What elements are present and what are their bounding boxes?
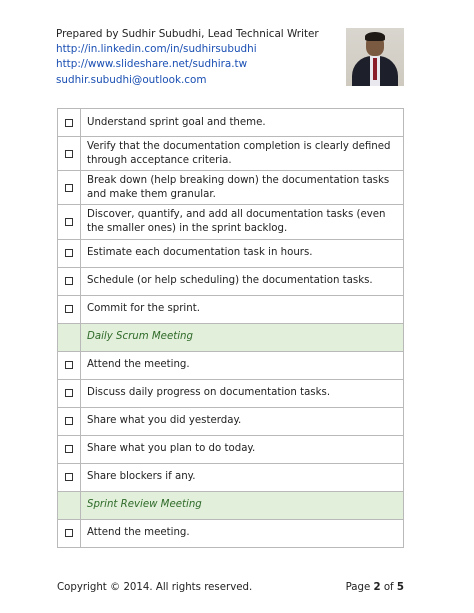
checkbox-cell — [58, 435, 81, 463]
checkbox[interactable] — [65, 445, 73, 453]
checkbox-cell — [58, 323, 81, 351]
page-number — [346, 582, 404, 593]
prepared-by-text: Prepared by Sudhir Subudhi, Lead Technical Writer — [56, 28, 319, 40]
checklist-item-text: Understand sprint goal and theme. — [81, 109, 404, 137]
photo-hair — [365, 32, 385, 41]
checklist-item-text: Attend the meeting. — [81, 519, 404, 547]
checkbox-cell — [58, 519, 81, 547]
checkbox-cell — [58, 463, 81, 491]
checklist-row — [58, 519, 404, 547]
section-title: Sprint Review Meeting — [81, 491, 404, 519]
checkbox-cell — [58, 379, 81, 407]
checkbox-cell — [58, 239, 81, 267]
checklist-row — [58, 109, 404, 137]
checkbox[interactable] — [65, 361, 73, 369]
checklist-item-text: Verify that the documentation completion is clearly defined through acceptance criteria. — [81, 137, 404, 171]
checkbox-cell — [58, 351, 81, 379]
checkbox-cell — [58, 491, 81, 519]
checklist-item-text: Break down (help breaking down) the documentation tasks and make them granular. — [81, 171, 404, 205]
checkbox[interactable] — [65, 389, 73, 397]
checkbox[interactable] — [65, 119, 73, 127]
checklist-item-text: Commit for the sprint. — [81, 295, 404, 323]
checklist-row — [58, 267, 404, 295]
checklist-item-text: Discover, quantify, and add all documentation tasks (even the smaller ones) in the sprint backlog. — [81, 205, 404, 239]
linkedin-link[interactable]: http://in.linkedin.com/in/sudhirsubudhi — [56, 43, 257, 56]
section-row — [58, 323, 404, 351]
checkbox[interactable] — [65, 184, 73, 192]
checklist-item-text: Estimate each documentation task in hours. — [81, 239, 404, 267]
checklist-row — [58, 351, 404, 379]
section-row — [58, 491, 404, 519]
copyright-text: Copyright © 2014. All rights reserved. — [57, 582, 253, 593]
checklist-item-text: Discuss daily progress on documentation tasks. — [81, 379, 404, 407]
checkbox-cell — [58, 295, 81, 323]
checkbox-cell — [58, 407, 81, 435]
checkbox-cell — [58, 267, 81, 295]
email-link[interactable]: sudhir.subudhi@outlook.com — [56, 73, 207, 86]
slideshare-link[interactable]: http://www.slideshare.net/sudhira.tw — [56, 58, 248, 71]
page-total: 5 — [396, 582, 404, 593]
checklist-item-text: Share what you did yesterday. — [81, 407, 404, 435]
checkbox[interactable] — [65, 249, 73, 257]
photo-tie — [373, 58, 377, 80]
checkbox[interactable] — [65, 417, 73, 425]
section-title: Daily Scrum Meeting — [81, 323, 404, 351]
checkbox-cell — [58, 137, 81, 171]
page-current: 2 — [373, 582, 381, 593]
checkbox[interactable] — [65, 277, 73, 285]
author-photo — [346, 28, 404, 86]
checklist-row — [58, 295, 404, 323]
checklist-item-text: Share what you plan to do today. — [81, 435, 404, 463]
checklist-row — [58, 205, 404, 239]
checklist-table — [57, 108, 404, 548]
checklist-row — [58, 239, 404, 267]
checkbox-cell — [58, 205, 81, 239]
author-header — [56, 27, 319, 88]
checkbox-cell — [58, 109, 81, 137]
checklist-row — [58, 137, 404, 171]
checklist-item-text: Schedule (or help scheduling) the documentation tasks. — [81, 267, 404, 295]
checkbox[interactable] — [65, 150, 73, 158]
checklist-item-text: Attend the meeting. — [81, 351, 404, 379]
checklist-item-text: Share blockers if any. — [81, 463, 404, 491]
checklist-row — [58, 379, 404, 407]
page-of-label: of — [383, 582, 394, 593]
checklist-row — [58, 171, 404, 205]
checkbox-cell — [58, 171, 81, 205]
checklist-row — [58, 407, 404, 435]
checkbox[interactable] — [65, 473, 73, 481]
checkbox[interactable] — [65, 529, 73, 537]
checkbox[interactable] — [65, 305, 73, 313]
page-label: Page — [345, 582, 371, 593]
checklist-row — [58, 435, 404, 463]
checkbox[interactable] — [65, 218, 73, 226]
checklist-row — [58, 463, 404, 491]
